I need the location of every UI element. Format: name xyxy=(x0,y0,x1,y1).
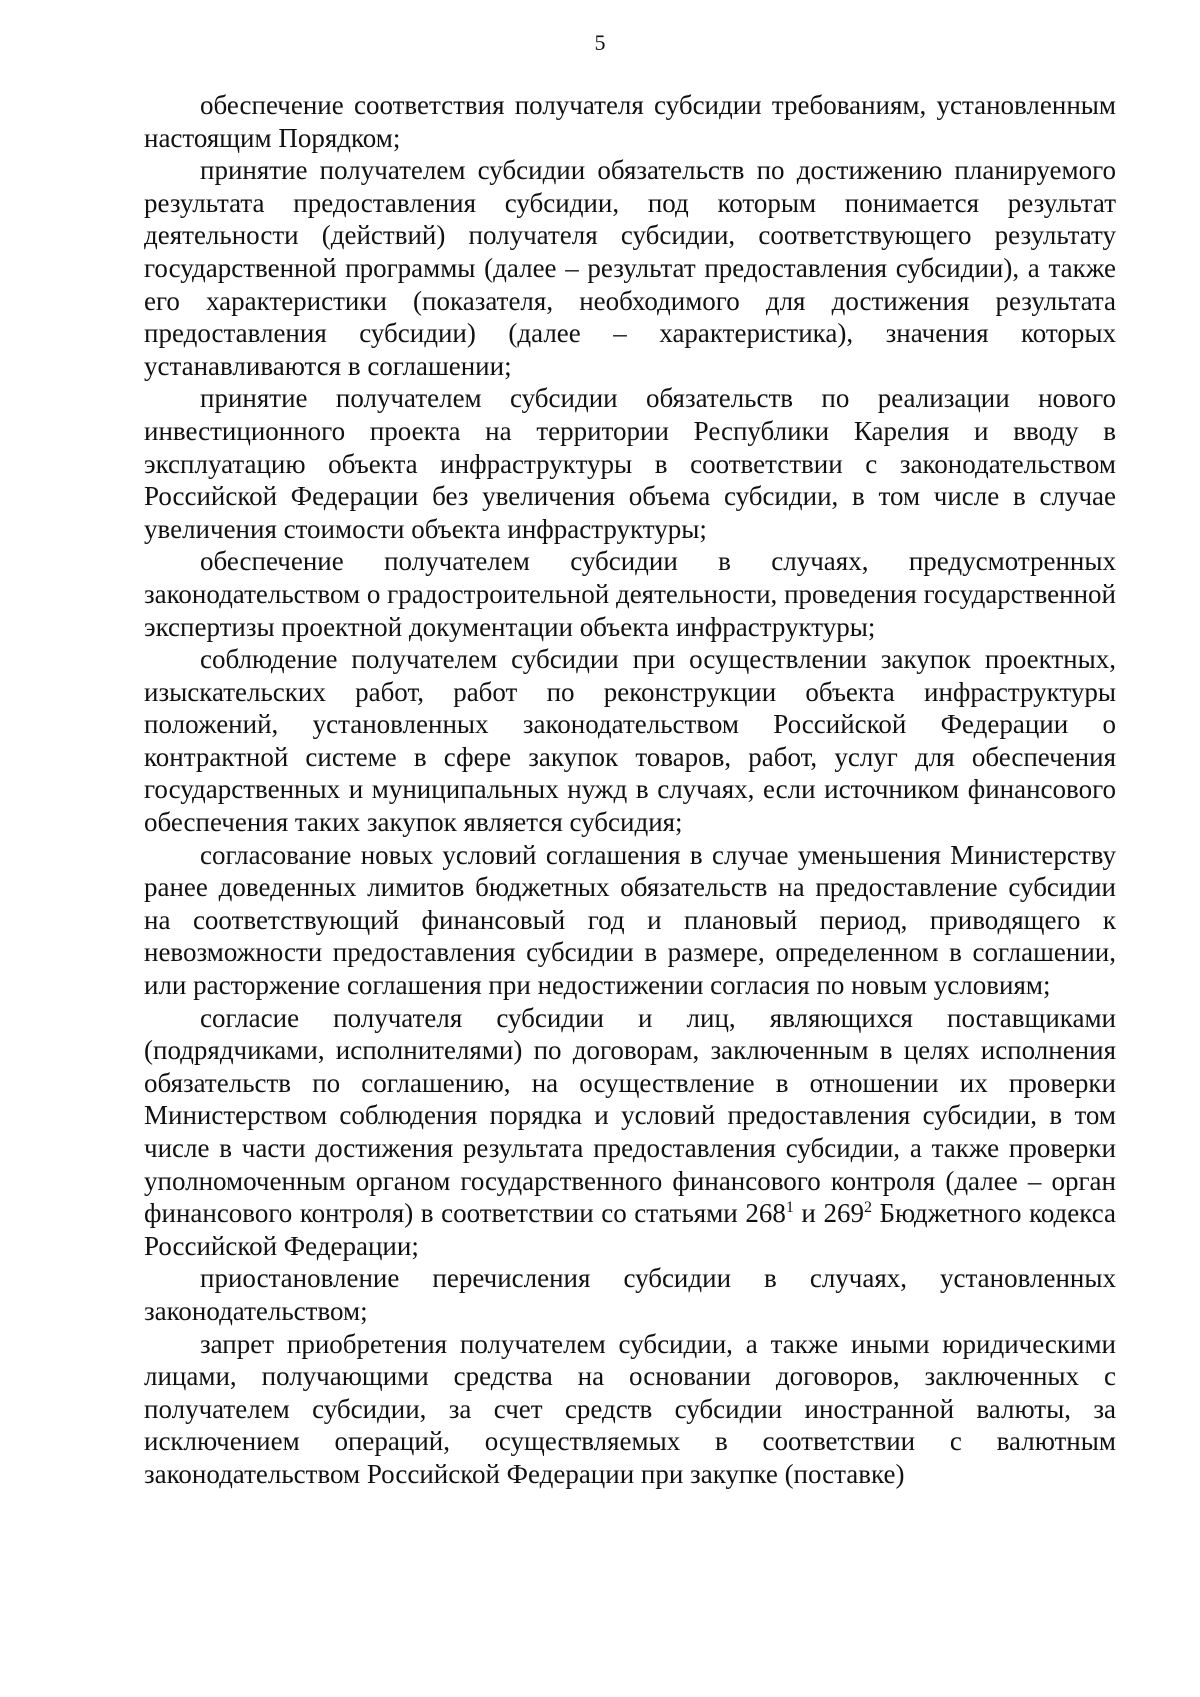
paragraph-audit-consent xyxy=(144,1002,1116,1263)
page-number: 5 xyxy=(594,30,606,55)
paragraph-payment-suspension: приостановление перечисления субсидии в случаях, установленных законодательством; xyxy=(144,1263,1116,1326)
paragraph-audit-consent-tail: Бюджетного кодекса Российской Федерации; xyxy=(144,1198,1117,1261)
article-269: 269 xyxy=(823,1198,864,1229)
paragraph-procurement-rules: соблюдение получателем субсидии при осуществлении закупок проектных, изыскательских работ, работ по реконструкции объекта инфраструктуры положений, установленных законодательством Российской Федерации о контрактной системе в сфере закупок товаров, работ, услуг для обеспечения государственных и муниципальных нужд в случаях, если источником финансового обеспечения таких закупок является субсидия; xyxy=(144,644,1116,838)
paragraph-state-expertise: обеспечение получателем субсидии в случаях, предусмотренных законодательством о градостроительной деятельности, проведения государственной экспертизы проектной документации объекта инфраструктуры; xyxy=(144,546,1116,642)
article-268-superscript: 1 xyxy=(785,1199,794,1217)
paragraph-result-obligations: принятие получателем субсидии обязательств по достижению планируемого результата предоставления субсидии, под которым понимается результат деятельности (действий) получателя субсидии, соответствующего результату государственной программы (далее – результат предоставления субсидии), а также его характеристики (показателя, необходимого для достижения результата предоставления субсидии) (далее – характеристика), значения которых устанавливаются в соглашении; xyxy=(144,155,1116,381)
article-268: 268 xyxy=(745,1198,786,1229)
paragraph-investment-project: принятие получателем субсидии обязательств по реализации нового инвестиционного проекта на территории Республики Карелия и вводу в эксплуатацию объекта инфраструктуры в соответствии с законодательством Российской Федерации без увеличения объема субсидии, в том числе в случае увеличения стоимости объекта инфраструктуры; xyxy=(144,383,1116,544)
article-269-superscript: 2 xyxy=(863,1199,872,1217)
paragraph-audit-consent-text: согласие получателя субсидии и лиц, являющихся поставщиками (подрядчиками, исполнителями) по договорам, заключенным в целях исполнения обязательств по соглашению, на осуществление в отношении их проверки Министерством соблюдения порядка и условий предоставления субсидии, в том числе в части достижения результата предоставления субсидии, а также проверки уполномоченным органом государственного финансового контроля (далее – орган финансового контроля) в соответствии со статьями xyxy=(144,1002,1116,1229)
document-body xyxy=(144,89,1116,1491)
article-connector: и xyxy=(793,1198,824,1229)
paragraph-compliance-requirements: обеспечение соответствия получателя субсидии требованиям, установленным настоящим Порядком; xyxy=(144,90,1116,153)
paragraph-new-conditions: согласование новых условий соглашения в случае уменьшения Министерству ранее доведенных лимитов бюджетных обязательств на предоставление субсидии на соответствующий финансовый год и плановый период, приводящего к невозможности предоставления субсидии в размере, определенном в соглашении, или расторжение соглашения при недостижении согласия по новым условиям; xyxy=(144,839,1116,1001)
paragraph-currency-prohibition: запрет приобретения получателем субсидии, а также иными юридическими лицами, получающими средства на основании договоров, заключенных с получателем субсидии, за счет средств субсидии иностранной валюты, за исключением операций, осуществляемых в соответствии с валютным законодательством Российской Федерации при закупке (поставке) xyxy=(144,1328,1116,1489)
